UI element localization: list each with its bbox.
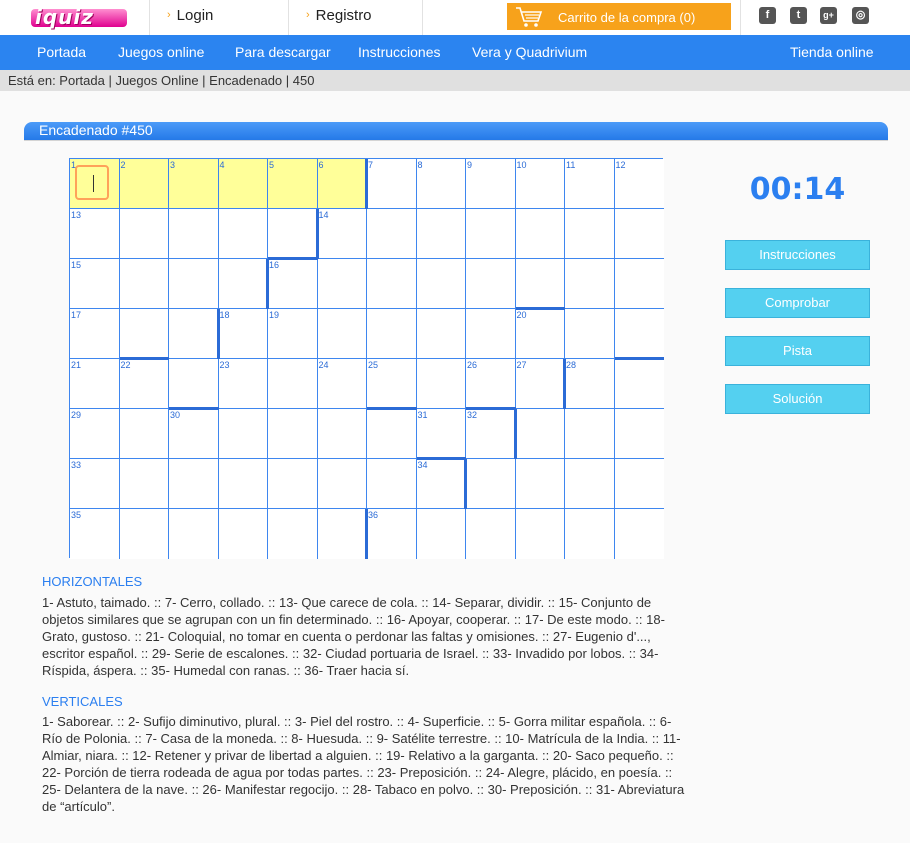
- grid-cell[interactable]: [70, 459, 120, 509]
- grid-cell[interactable]: [169, 259, 219, 309]
- title-underline: [24, 140, 888, 141]
- divider: [740, 0, 741, 35]
- solucion-button[interactable]: Solución: [725, 384, 870, 414]
- grid-cell[interactable]: [565, 359, 615, 409]
- top-bar: [0, 0, 910, 35]
- grid-cell[interactable]: [466, 159, 516, 209]
- grid-cell[interactable]: [417, 309, 467, 359]
- grid-cell[interactable]: [268, 459, 318, 509]
- grid-cell[interactable]: [565, 509, 615, 559]
- grid-cell[interactable]: [367, 359, 417, 409]
- grid-cell[interactable]: [169, 459, 219, 509]
- grid-cell[interactable]: [417, 359, 467, 409]
- cell-number: 28: [566, 360, 577, 370]
- cell-number: 23: [219, 360, 230, 370]
- shopping-cart-icon: [515, 6, 543, 28]
- grid-cell[interactable]: [70, 309, 120, 359]
- grid-cell[interactable]: [516, 409, 566, 459]
- cell-number: 24: [318, 360, 329, 370]
- grid-cell[interactable]: [268, 159, 318, 209]
- grid-cell[interactable]: [417, 209, 467, 259]
- word-end-bar: [120, 357, 170, 360]
- word-end-bar: [367, 407, 417, 410]
- divider: [422, 0, 423, 35]
- cell-number: 9: [467, 160, 473, 170]
- cell-number: 31: [417, 410, 428, 420]
- word-end-bar: [615, 357, 665, 360]
- word-end-bar: [417, 457, 467, 460]
- grid-cell[interactable]: [120, 209, 170, 259]
- iquiz-logo[interactable]: [31, 6, 129, 28]
- cell-number: 10: [516, 160, 527, 170]
- grid-cell[interactable]: [70, 209, 120, 259]
- cell-number: 11: [566, 160, 576, 170]
- grid-cell[interactable]: [367, 209, 417, 259]
- grid-cell[interactable]: [169, 309, 219, 359]
- registro-label: Registro: [315, 7, 372, 24]
- grid-cell[interactable]: [615, 359, 665, 409]
- grid-cell[interactable]: [615, 509, 665, 559]
- login-label: Login: [176, 7, 214, 24]
- cell-number: 34: [417, 460, 428, 470]
- grid-cell[interactable]: [120, 459, 170, 509]
- grid-cell[interactable]: [367, 509, 417, 559]
- cell-number: 16: [269, 260, 280, 270]
- cell-number: 15: [71, 260, 82, 270]
- cell-number: 7: [368, 160, 374, 170]
- word-end-bar: [266, 259, 269, 309]
- grid-cell[interactable]: [516, 259, 566, 309]
- google-plus-icon[interactable]: g+: [820, 7, 837, 24]
- grid-cell[interactable]: [466, 409, 516, 459]
- grid-cell[interactable]: [565, 309, 615, 359]
- cell-number: 33: [71, 460, 82, 470]
- registro-link[interactable]: [306, 7, 372, 24]
- cell-number: 18: [219, 310, 230, 320]
- horizontal-clues-text: 1- Astuto, taimado. :: 7- Cerro, collado. :: 13- Que carece de cola. :: 14- Separar, dividir. :: 15- Conjunto de objetos similares que se agrupan con un fin determinado. :: 16- Apoyar, cooperar. :: 17- De este modo. :: 18- Grato, gustoso. :: 21- Coloquial, no tomar en cuenta o perdonar las faltas y omisiones. :: 27- Eugenio d'..., escritor español. :: 29- Serie de escalones. :: 32- Ciudad portuaria de Israel. :: 33- Invadido por lobos. :: 34- Ríspida, áspera. :: 35- Humedal con ranas. :: 36- Traer hacia sí.: [42, 595, 665, 678]
- twitter-icon[interactable]: t: [790, 7, 807, 24]
- breadcrumb-text: Está en: Portada | Juegos Online | Encadenado | 450: [8, 73, 315, 88]
- grid-cell[interactable]: [70, 259, 120, 309]
- comprobar-button[interactable]: Comprobar: [725, 288, 870, 318]
- facebook-icon[interactable]: f: [759, 7, 776, 24]
- cell-number: 5: [269, 160, 275, 170]
- word-end-bar: [516, 307, 566, 310]
- grid-cell[interactable]: [219, 359, 269, 409]
- arrow-icon: ›: [167, 9, 171, 21]
- grid-cell[interactable]: [466, 209, 516, 259]
- grid-cell[interactable]: [417, 409, 467, 459]
- grid-cell[interactable]: [219, 409, 269, 459]
- grid-cell[interactable]: [565, 159, 615, 209]
- grid-cell[interactable]: [615, 209, 665, 259]
- divider: [149, 0, 150, 35]
- cell-number: 6: [318, 160, 324, 170]
- grid-cell[interactable]: [565, 409, 615, 459]
- grid-cell[interactable]: [318, 509, 368, 559]
- cell-number: 22: [120, 360, 131, 370]
- cell-number: 20: [516, 310, 527, 320]
- grid-cell[interactable]: [417, 159, 467, 209]
- grid-cell[interactable]: [318, 159, 368, 209]
- pista-button[interactable]: Pista: [725, 336, 870, 366]
- grid-cell[interactable]: [466, 259, 516, 309]
- arrow-icon: ›: [306, 9, 310, 21]
- grid-cell[interactable]: [219, 259, 269, 309]
- grid-cell[interactable]: [615, 159, 665, 209]
- grid-cell[interactable]: [615, 259, 665, 309]
- grid-cell[interactable]: [318, 309, 368, 359]
- word-end-bar: [217, 309, 220, 359]
- cell-number: 35: [71, 510, 82, 520]
- nav-portada[interactable]: Portada: [37, 44, 87, 60]
- grid-cell[interactable]: [268, 209, 318, 259]
- cell-number: 36: [368, 510, 379, 520]
- grid-cell[interactable]: [615, 309, 665, 359]
- grid-cell[interactable]: [169, 209, 219, 259]
- cell-number: 13: [71, 210, 82, 220]
- cell-number: 21: [71, 360, 82, 370]
- grid-cell[interactable]: [516, 359, 566, 409]
- grid-cell[interactable]: [169, 359, 219, 409]
- cell-number: 32: [467, 410, 478, 420]
- grid-cell[interactable]: [516, 159, 566, 209]
- cell-number: 30: [170, 410, 181, 420]
- login-link[interactable]: [167, 7, 213, 24]
- nav-vera-quadrivium[interactable]: Vera y Quadrivium: [472, 44, 588, 60]
- grid-cell[interactable]: [120, 359, 170, 409]
- grid-cell[interactable]: [120, 409, 170, 459]
- grid-cell[interactable]: [466, 459, 516, 509]
- grid-cell[interactable]: [466, 359, 516, 409]
- grid-cell[interactable]: [516, 459, 566, 509]
- logo-text: iquiz: [35, 5, 94, 29]
- cell-number: 17: [71, 310, 82, 320]
- grid-cell[interactable]: [120, 159, 170, 209]
- cell-number: 12: [615, 160, 626, 170]
- grid-cell[interactable]: [70, 409, 120, 459]
- breadcrumb: [0, 70, 910, 91]
- main-nav: [0, 35, 910, 70]
- grid-cell[interactable]: [169, 159, 219, 209]
- crossword-grid[interactable]: [69, 158, 663, 558]
- vertical-clues-heading: VERTICALES: [42, 694, 123, 709]
- grid-cell[interactable]: [516, 309, 566, 359]
- grid-cell[interactable]: [318, 459, 368, 509]
- cell-number: 19: [269, 310, 280, 320]
- grid-cell[interactable]: [70, 159, 120, 209]
- cell-number: 4: [219, 160, 225, 170]
- instagram-icon[interactable]: ◎: [852, 7, 869, 24]
- word-end-bar: [169, 407, 219, 410]
- grid-cell[interactable]: [516, 209, 566, 259]
- grid-cell[interactable]: [466, 509, 516, 559]
- nav-instrucciones[interactable]: Instrucciones: [358, 44, 441, 60]
- grid-cell[interactable]: [120, 259, 170, 309]
- word-end-bar: [464, 459, 467, 509]
- grid-cell[interactable]: [318, 359, 368, 409]
- cart-label: Carrito de la compra (0): [558, 10, 696, 25]
- word-end-bar: [268, 257, 318, 260]
- grid-cell[interactable]: [70, 509, 120, 559]
- cell-number: 3: [170, 160, 176, 170]
- nav-para-descargar[interactable]: Para descargar: [235, 44, 331, 60]
- grid-cell[interactable]: [268, 509, 318, 559]
- grid-cell[interactable]: [169, 509, 219, 559]
- grid-cell[interactable]: [565, 259, 615, 309]
- grid-cell[interactable]: [219, 309, 269, 359]
- grid-cell[interactable]: [417, 459, 467, 509]
- grid-cell[interactable]: [268, 359, 318, 409]
- nav-juegos-online[interactable]: Juegos online: [118, 44, 205, 60]
- cell-number: 1: [71, 160, 77, 170]
- grid-cell[interactable]: [169, 409, 219, 459]
- grid-cell[interactable]: [268, 409, 318, 459]
- active-cell-outline: [75, 165, 109, 200]
- grid-cell[interactable]: [615, 409, 665, 459]
- nav-tienda-online[interactable]: Tienda online: [790, 44, 874, 60]
- grid-cell[interactable]: [367, 259, 417, 309]
- timer: 00:14: [749, 172, 846, 207]
- grid-cell[interactable]: [120, 509, 170, 559]
- grid-cell[interactable]: [367, 159, 417, 209]
- grid-cell[interactable]: [565, 209, 615, 259]
- grid-cell[interactable]: [70, 359, 120, 409]
- grid-cell[interactable]: [219, 159, 269, 209]
- word-end-bar: [563, 359, 566, 409]
- grid-cell[interactable]: [318, 209, 368, 259]
- word-end-bar: [316, 209, 319, 259]
- cell-number: 14: [318, 210, 329, 220]
- grid-cell[interactable]: [516, 509, 566, 559]
- divider: [288, 0, 289, 35]
- grid-cell[interactable]: [565, 459, 615, 509]
- text-caret: [93, 175, 94, 192]
- cell-number: 8: [417, 160, 423, 170]
- grid-cell[interactable]: [268, 309, 318, 359]
- cell-number: 26: [467, 360, 478, 370]
- grid-cell[interactable]: [219, 459, 269, 509]
- word-end-bar: [365, 159, 368, 209]
- grid-cell[interactable]: [466, 309, 516, 359]
- grid-cell[interactable]: [367, 409, 417, 459]
- page-title: Encadenado #450: [39, 122, 153, 138]
- game-title-bar: [24, 122, 888, 140]
- grid-cell[interactable]: [318, 259, 368, 309]
- grid-cell[interactable]: [615, 459, 665, 509]
- grid-cell[interactable]: [219, 209, 269, 259]
- instrucciones-button[interactable]: Instrucciones: [725, 240, 870, 270]
- word-end-bar: [514, 409, 517, 459]
- vertical-clues-text: 1- Saborear. :: 2- Sufijo diminutivo, plural. :: 3- Piel del rostro. :: 4- Superficie. :: 5- Gorra militar española. :: 6- Río de Polonia. :: 7- Casa de la moneda. :: 8- Huesuda. :: 9- Satélite terrestre. :: 10- Matrícula de la India. :: 11- Almiar, niara. :: 12- Retener y privar de libertad a alguien. :: 19- Relativo a la garganta. :: 20- Saco pequeño. :: 22- Porción de tierra rodeada de agua por todas partes. :: 23- Preposición. :: 24- Alegre, plácido, en poesía. :: 25- Delantera de la nave. :: 26- Manifestar regocijo. :: 28- Tabaco en polvo. :: 30- Preposición. :: 31- Abreviatura de “artículo”.: [42, 714, 685, 814]
- word-end-bar: [365, 509, 368, 559]
- cart-button[interactable]: [507, 3, 731, 30]
- grid-cell[interactable]: [318, 409, 368, 459]
- grid-cell[interactable]: [417, 259, 467, 309]
- grid-cell[interactable]: [219, 509, 269, 559]
- cell-number: 2: [120, 160, 126, 170]
- grid-cell[interactable]: [417, 509, 467, 559]
- horizontal-clues-heading: HORIZONTALES: [42, 574, 143, 589]
- cell-number: 27: [516, 360, 527, 370]
- grid-cell[interactable]: [268, 259, 318, 309]
- grid-cell[interactable]: [367, 459, 417, 509]
- cell-number: 29: [71, 410, 82, 420]
- cell-number: 25: [368, 360, 379, 370]
- grid-cell[interactable]: [367, 309, 417, 359]
- word-end-bar: [466, 407, 516, 410]
- grid-cell[interactable]: [120, 309, 170, 359]
